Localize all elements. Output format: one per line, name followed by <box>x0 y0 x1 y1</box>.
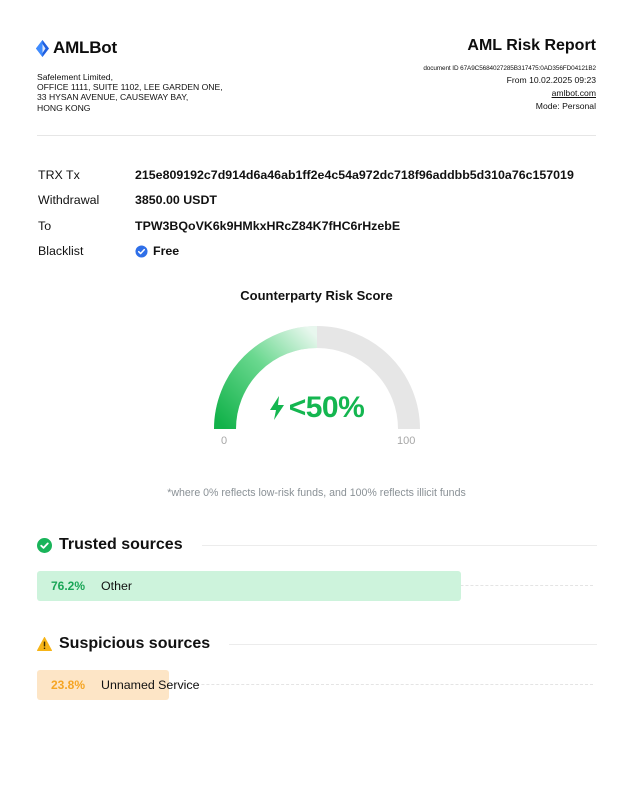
source-percent: 23.8% <box>51 678 86 692</box>
tx-row <box>38 162 598 188</box>
risk-note: *where 0% reflects low-risk funds, and 100% reflects illicit funds <box>167 487 466 499</box>
trusted-sources-title: Trusted sources <box>59 536 183 553</box>
source-name: Unnamed Service <box>101 678 200 692</box>
company-line: Safelement Limited, <box>37 72 113 82</box>
trusted-source-bar <box>37 571 593 601</box>
brand-logo <box>36 38 117 58</box>
company-line: HONG KONG <box>37 102 91 113</box>
tx-hash: 215e809192c7d914d6a46ab1ff2e4c54a972dc718f96addbb5d310a76c157019 <box>135 167 574 182</box>
company-line: 33 HYSAN AVENUE, CAUSEWAY BAY, <box>37 92 189 103</box>
suspicious-source-bar <box>37 670 593 700</box>
blacklist-row <box>38 239 598 265</box>
tx-label: TRX Tx <box>38 167 80 182</box>
brand-name: AMLBot <box>53 38 117 57</box>
diamond-logo-icon <box>36 40 49 57</box>
withdrawal-amount: 3850.00 USDT <box>135 193 217 208</box>
to-address: TPW3BQoVK6k9HMkxHRcZ84K7fHC6rHzebE <box>135 218 401 233</box>
check-circle-icon <box>37 538 52 553</box>
report-title: AML Risk Report <box>467 37 596 54</box>
source-name: Other <box>101 579 132 593</box>
source-percent: 76.2% <box>51 579 86 593</box>
site-link[interactable]: amlbot.com <box>551 88 596 98</box>
company-address <box>37 72 223 113</box>
header-divider <box>37 135 596 136</box>
report-date: From 10.02.2025 09:23 <box>506 75 596 85</box>
risk-score-value: <50% <box>288 391 365 424</box>
to-label: To <box>38 218 52 233</box>
company-line: OFFICE 1111, SUITE 1102, LEE GARDEN ONE, <box>37 82 223 93</box>
risk-score-display <box>0 391 633 425</box>
blacklist-value: Free <box>153 244 180 259</box>
report-mode: Mode: Personal <box>535 101 596 111</box>
section-divider <box>229 644 597 645</box>
lightning-icon <box>269 396 285 420</box>
withdrawal-label: Withdrawal <box>38 193 100 208</box>
risk-score-title: Counterparty Risk Score <box>240 288 393 303</box>
to-row <box>38 213 598 239</box>
section-divider <box>202 545 597 546</box>
trusted-sources-header <box>37 536 597 554</box>
warning-icon <box>37 637 52 651</box>
suspicious-sources-header <box>37 635 597 653</box>
document-id: document ID 67A9C5684027285B317475:0AD356FD04121B2 <box>423 65 596 72</box>
transaction-details <box>38 162 598 264</box>
withdrawal-row <box>38 188 598 214</box>
blacklist-label: Blacklist <box>38 244 84 259</box>
gauge-min-label: 0 <box>221 435 228 447</box>
check-badge-icon <box>135 245 148 258</box>
report-meta <box>423 63 596 113</box>
suspicious-sources-title: Suspicious sources <box>59 635 211 652</box>
gauge-max-label: 100 <box>397 435 416 447</box>
blacklist-status <box>135 244 179 258</box>
